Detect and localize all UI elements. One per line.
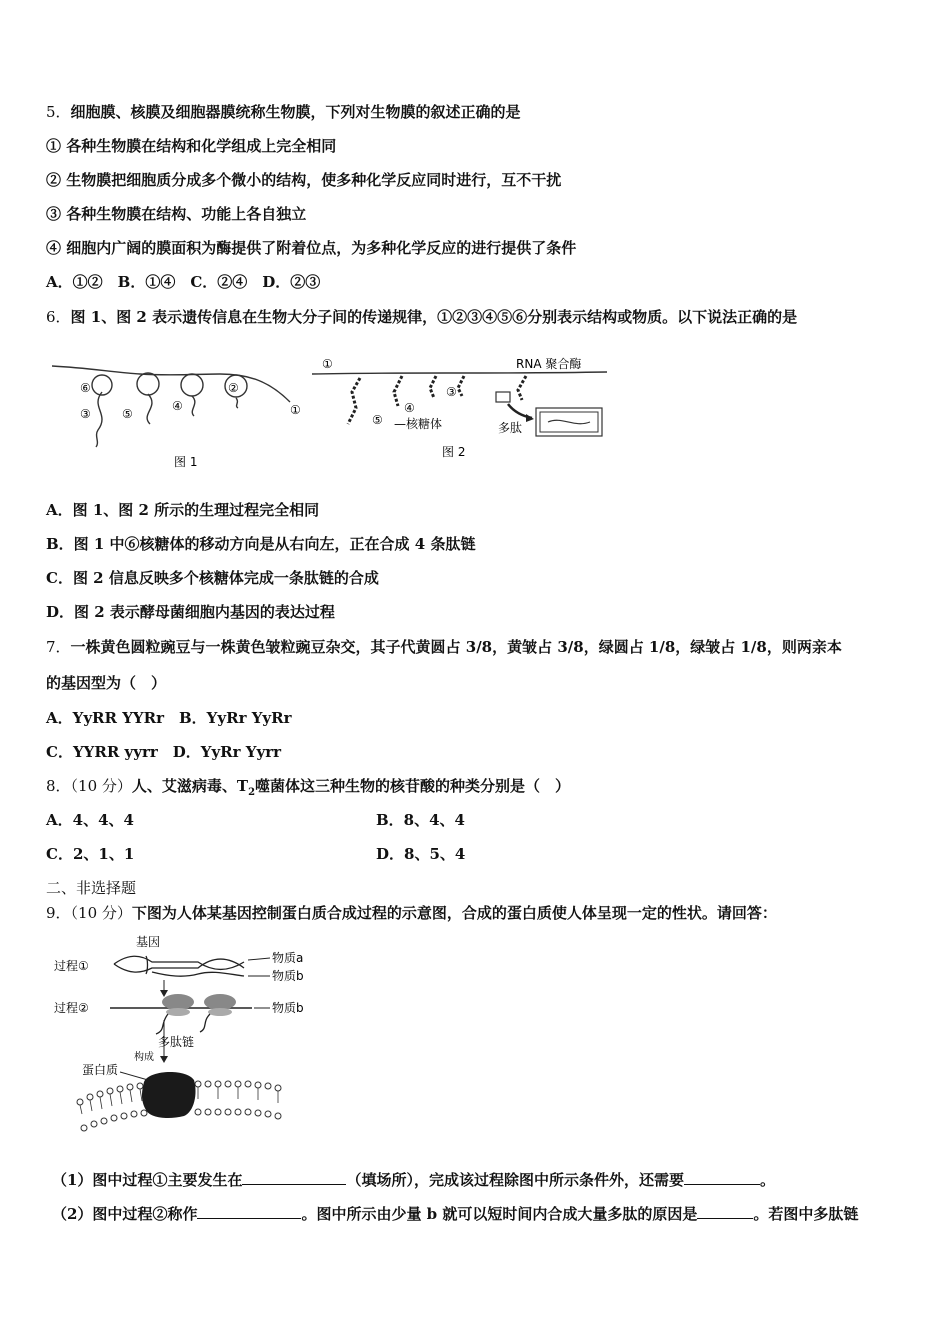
- q9-sub-1: [52, 1170, 775, 1190]
- q8-option-a: A．4、4、4: [46, 811, 134, 829]
- fig1-label-1: ⑥: [80, 381, 91, 395]
- q9-stem: [46, 903, 777, 923]
- q9-sub2-text-b: 。图中所示由少量 b 就可以短时间内合成大量多肽的原因是: [301, 1205, 698, 1223]
- q7-options-ab: A．YyRR YYRr B．YyRr YyRr: [46, 709, 292, 727]
- q6-number: 6．: [46, 308, 71, 326]
- fig2-label-4: ④: [404, 401, 415, 415]
- q9-sub1-text-c: 。: [759, 1171, 775, 1189]
- q9-sub2-text-a: （2）图中过程②称作: [52, 1205, 198, 1223]
- section-2-heading: 二、非选择题: [46, 879, 137, 897]
- fig2-label-ribosome: —核糖体: [394, 417, 443, 431]
- q8-stem-text-a: 人、艾滋病毒、T: [131, 777, 249, 795]
- q8-option-d: D．8、5、4: [376, 845, 466, 863]
- fig1-label-2: ③: [80, 407, 91, 421]
- q9-number: 9．: [46, 904, 71, 922]
- fig1-label-6: ①: [290, 403, 301, 417]
- q9-sub2-text-c: 。若图中多肽链: [753, 1205, 859, 1223]
- q7-number: 7．: [46, 638, 71, 656]
- fig2-caption: 图 2: [442, 445, 466, 459]
- q7-stem-continued: 的基因型为（ ）: [46, 674, 167, 692]
- fig3-gene-label: 基因: [136, 935, 161, 949]
- q7-stem-text: 一株黄色圆粒豌豆与一株黄色皱粒豌豆杂交，其子代黄圆占 3/8，黄皱占 3/8，绿圆占 1/8，绿皱占 1/8，则两亲本: [70, 638, 842, 656]
- fig1-label-5: ②: [228, 381, 239, 395]
- q6-option-a: A．图 1、图 2 所示的生理过程完全相同: [46, 501, 320, 519]
- q5-number: 5．: [46, 103, 71, 121]
- q8-stem: [46, 776, 570, 803]
- q8-option-b: B．8、4、4: [376, 811, 465, 829]
- fig2-label-3: ③: [446, 385, 457, 399]
- q6-option-c: C．图 2 信息反映多个核糖体完成一条肽链的合成: [46, 569, 379, 587]
- fig2-label-rna-polymerase: RNA 聚合酶: [516, 357, 582, 371]
- q9-figure: [48, 934, 328, 1139]
- fig3-process2-label: 过程②: [54, 1001, 89, 1015]
- q9-stem-text: 下图为人体某基因控制蛋白质合成过程的示意图，合成的蛋白质使人体呈现一定的性状。请回答：: [131, 904, 777, 922]
- q9-sub1-text-a: （1）图中过程①主要发生在: [52, 1171, 243, 1189]
- fig3-material-a: 物质a: [272, 951, 304, 965]
- q9-sub2-blank-1[interactable]: [197, 1204, 301, 1219]
- q7-options-cd: C．YYRR yyrr D．YyRr Yyrr: [46, 743, 281, 761]
- fig3-material-b-top: 物质b: [272, 969, 304, 983]
- q8-stem-text-b: 噬菌体这三种生物的核苷酸的种类分别是（ ）: [255, 777, 571, 795]
- fig3-material-b-bottom: 物质b: [272, 1001, 304, 1015]
- q5-item-3: ③ 各种生物膜在结构、功能上各自独立: [46, 205, 307, 223]
- q8-number: 8．: [46, 777, 71, 795]
- q6-stem-text: 图 1、图 2 表示遗传信息在生物大分子间的传递规律，①②③④⑤⑥分别表示结构或物质。以下说法正确的是: [70, 308, 798, 326]
- q8-option-c: C．2、1、1: [46, 845, 135, 863]
- q7-stem: [46, 637, 842, 657]
- q6-stem: [46, 307, 797, 327]
- q5-item-4: ④ 细胞内广阔的膜面积为酶提供了附着位点，为多种化学反应的进行提供了条件: [46, 239, 577, 257]
- q5-item-2: ② 生物膜把细胞质分成多个微小的结构，使多种化学反应同时进行，互不干扰: [46, 171, 562, 189]
- fig2-label-1: ①: [322, 357, 333, 371]
- q5-stem: [46, 102, 521, 122]
- fig3-polypeptide: 多肽链: [158, 1035, 195, 1049]
- q9-sub1-blank-2[interactable]: [684, 1170, 760, 1185]
- q8-score: （10 分）: [70, 777, 132, 795]
- q6-figure-2: [312, 350, 607, 465]
- q5-options: A．①② B．①④ C．②④ D．②③: [46, 273, 321, 291]
- q5-item-1: ① 各种生物膜在结构和化学组成上完全相同: [46, 137, 337, 155]
- fig3-protein-label: 蛋白质: [82, 1063, 119, 1077]
- q6-option-d: D．图 2 表示酵母菌细胞内基因的表达过程: [46, 603, 335, 621]
- q9-sub-2: [52, 1204, 858, 1224]
- q6-figure-1: [50, 352, 315, 477]
- q5-stem-text: 细胞膜、核膜及细胞器膜统称生物膜，下列对生物膜的叙述正确的是: [70, 103, 521, 121]
- q9-sub1-text-b: （填场所），完成该过程除图中所示条件外，还需要: [346, 1171, 684, 1189]
- q9-score: （10 分）: [70, 904, 132, 922]
- fig2-label-polypeptide: 多肽: [498, 421, 523, 435]
- fig3-process1-label: 过程①: [54, 959, 89, 973]
- q9-sub2-blank-2[interactable]: [697, 1204, 753, 1219]
- fig1-label-3: ⑤: [122, 407, 133, 421]
- fig2-label-5: ⑤: [372, 413, 383, 427]
- fig1-label-4: ④: [172, 399, 183, 413]
- q6-option-b: B．图 1 中⑥核糖体的移动方向是从右向左，正在合成 4 条肽链: [46, 535, 476, 553]
- fig3-constitutes: 构成: [134, 1052, 154, 1063]
- q9-sub1-blank-1[interactable]: [242, 1170, 346, 1185]
- fig1-caption: 图 1: [174, 455, 198, 469]
- q8-stem-subscript: 2: [248, 787, 256, 798]
